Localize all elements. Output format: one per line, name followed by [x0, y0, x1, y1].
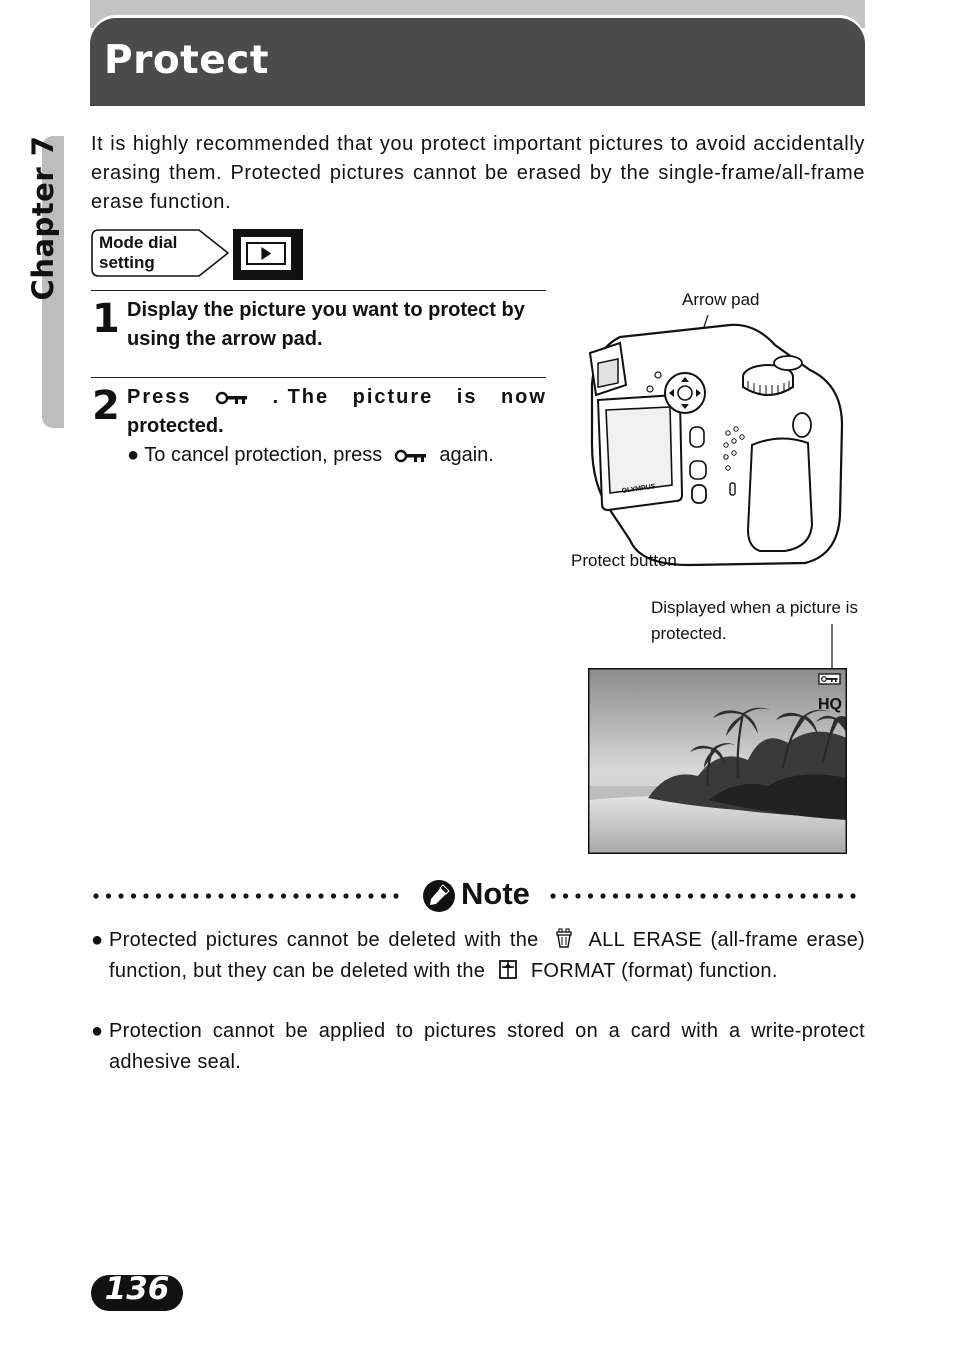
- step-2-bullet-text-end: again.: [439, 444, 494, 466]
- divider-dot: [218, 893, 223, 898]
- divider-dot: [256, 893, 261, 898]
- divider-dot: [281, 893, 286, 898]
- divider-dot: [638, 893, 643, 898]
- divider-dot: [368, 893, 373, 898]
- mode-dial-label-line1: Mode dial: [99, 233, 178, 252]
- protect-key-icon: [388, 444, 440, 466]
- page-title: Protect: [104, 38, 269, 83]
- step-2-bullet: [127, 441, 494, 470]
- divider-dot: [306, 893, 311, 898]
- divider-dot: [381, 893, 386, 898]
- divider-dot: [181, 893, 186, 898]
- step-number: 1: [92, 296, 120, 342]
- divider-dot: [800, 893, 805, 898]
- protect-button-callout: Protect button: [571, 551, 677, 570]
- lcd-quality-label: HQ: [818, 696, 842, 713]
- note-pencil-icon: [422, 879, 456, 913]
- divider-dot: [600, 893, 605, 898]
- bullet-dot: ●: [91, 1020, 104, 1042]
- divider-dot: [206, 893, 211, 898]
- divider-dot: [713, 893, 718, 898]
- divider-dot: [738, 893, 743, 898]
- protect-indicator-leader: [826, 624, 836, 672]
- note-bullet-2: [91, 1016, 865, 1077]
- divider-dot: [675, 893, 680, 898]
- all-erase-icon: [553, 927, 575, 949]
- playback-icon: [233, 229, 303, 280]
- note-text: Protected pictures cannot be deleted with the: [109, 929, 539, 951]
- divider-dot: [588, 893, 593, 898]
- step-divider: [91, 290, 546, 291]
- note-divider-dots: [91, 891, 406, 901]
- divider-dot: [243, 893, 248, 898]
- divider-dot: [293, 893, 298, 898]
- divider-dot: [343, 893, 348, 898]
- step-2-word: picture: [352, 386, 434, 408]
- step-2-word: Press: [127, 386, 192, 408]
- divider-dot: [268, 893, 273, 898]
- divider-dot: [788, 893, 793, 898]
- note-bullet-1: [91, 925, 865, 986]
- camera-illustration: [580, 315, 850, 570]
- protect-indicator-caption: Displayed when a picture is protected.: [651, 598, 858, 643]
- divider-dot: [318, 893, 323, 898]
- format-icon: [497, 958, 519, 980]
- divider-dot: [763, 893, 768, 898]
- step-divider: [91, 377, 546, 378]
- divider-dot: [750, 893, 755, 898]
- note-text: FORMAT (format) function.: [530, 959, 778, 982]
- step-1-instruction: Display the picture you want to protect by using the arrow pad.: [127, 299, 525, 350]
- bullet-dot: ●: [127, 444, 140, 466]
- page-number: 136: [104, 1271, 170, 1307]
- divider-dot: [231, 893, 236, 898]
- divider-dot: [393, 893, 398, 898]
- divider-dot: [688, 893, 693, 898]
- divider-dot: [93, 893, 98, 898]
- protect-indicator-icon: [819, 674, 840, 684]
- divider-dot: [775, 893, 780, 898]
- note-divider-dots: [548, 891, 863, 901]
- step-2-instruction-end: protected.: [127, 415, 224, 437]
- camera-brand: OLYMPUS: [621, 483, 656, 495]
- divider-dot: [625, 893, 630, 898]
- protect-key-icon: [215, 383, 249, 412]
- mode-dial-label-line2: setting: [99, 253, 155, 272]
- note-title: Note: [461, 876, 530, 911]
- step-2-word: now: [500, 386, 547, 408]
- step-2-word: is: [456, 386, 478, 408]
- note-bullet-body: Protection cannot be applied to pictures stored on a card with a write-protect adhesive seal.: [109, 1020, 865, 1073]
- divider-dot: [106, 893, 111, 898]
- divider-dot: [143, 893, 148, 898]
- divider-dot: [663, 893, 668, 898]
- note-bullet-body: [91, 925, 865, 986]
- divider-dot: [613, 893, 618, 898]
- divider-dot: [168, 893, 173, 898]
- divider-dot: [700, 893, 705, 898]
- divider-dot: [331, 893, 336, 898]
- divider-dot: [563, 893, 568, 898]
- divider-dot: [356, 893, 361, 898]
- bullet-dot: ●: [91, 929, 104, 951]
- divider-dot: [193, 893, 198, 898]
- lcd-preview-image: [588, 668, 847, 854]
- divider-dot: [725, 893, 730, 898]
- step-2-word: . The: [272, 386, 330, 408]
- divider-dot: [850, 893, 855, 898]
- divider-dot: [550, 893, 555, 898]
- step-number: 2: [92, 383, 120, 429]
- arrow-pad-callout: Arrow pad: [682, 290, 760, 309]
- divider-dot: [825, 893, 830, 898]
- divider-dot: [813, 893, 818, 898]
- divider-dot: [156, 893, 161, 898]
- intro-paragraph: It is highly recommended that you protect important pictures to avoid accidentally erasing them. Protected pictures cannot be erased by the single-frame/all-frame erase function.: [91, 133, 865, 213]
- step-2-instruction: [127, 383, 547, 412]
- divider-dot: [838, 893, 843, 898]
- mode-dial-label: [99, 233, 177, 273]
- step-2-bullet-text: To cancel protection, press: [144, 444, 383, 466]
- divider-dot: [131, 893, 136, 898]
- divider-dot: [650, 893, 655, 898]
- chapter-label: Chapter 7: [26, 135, 60, 301]
- note-text: ALL ERASE (all-frame erase) function, but they can be deleted with the: [109, 929, 865, 982]
- divider-dot: [575, 893, 580, 898]
- divider-dot: [118, 893, 123, 898]
